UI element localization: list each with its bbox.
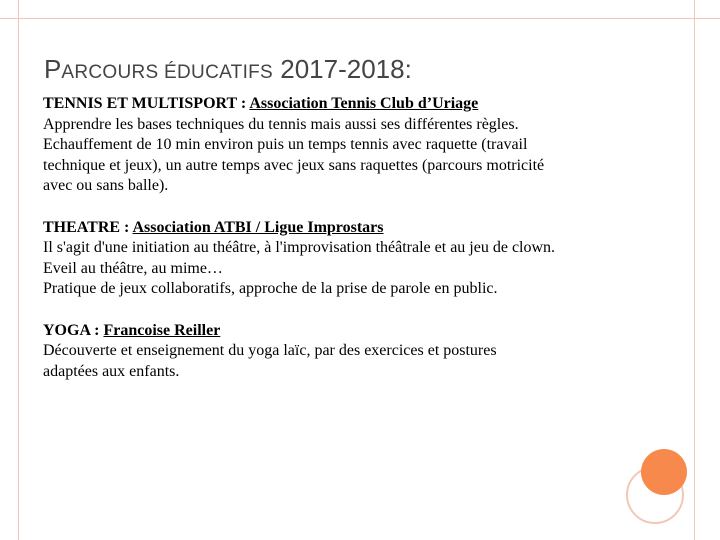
section-line: avec ou sans balle). <box>43 177 169 195</box>
section-header <box>43 218 683 239</box>
section-header <box>43 94 683 115</box>
frame-line-right <box>694 0 695 540</box>
section-activity: TENNIS ET MULTISPORT : <box>43 95 250 112</box>
decorative-circle-filled <box>641 449 687 495</box>
section-organization: Association ATBI / Ligue Improstars <box>132 218 384 236</box>
section-line: Il s'agit d'une initiation au théâtre, à l'improvisation théâtrale et au jeu de clown. <box>43 239 556 257</box>
slide-title <box>44 51 412 83</box>
section-yoga <box>43 321 683 383</box>
frame-line-left <box>18 0 19 540</box>
section-activity: THEATRE : <box>43 218 133 236</box>
section-line: Découverte et enseignement du yoga laïc, par des exercices et postures <box>43 342 497 360</box>
section-line: adaptées aux enfants. <box>43 362 180 380</box>
section-organization: Association Tennis Club d’Uriage <box>249 95 479 112</box>
section-activity: YOGA : <box>43 321 104 339</box>
section-tennis <box>43 94 683 197</box>
section-header <box>43 321 683 342</box>
title-word1-rest: ARCOURS <box>61 62 159 83</box>
section-organization: Francoise Reiller <box>103 321 221 339</box>
title-word2-initial: É <box>164 62 178 83</box>
slide-content <box>43 94 683 403</box>
title-word2-rest: DUCATIFS <box>177 62 274 83</box>
title-initial: P <box>44 54 62 84</box>
section-theatre <box>43 218 683 300</box>
section-line: Apprendre les bases techniques du tennis mais aussi ses différentes règles. <box>43 115 519 133</box>
section-line: technique et jeux), un autre temps avec jeux sans raquettes (parcours motricité <box>43 156 545 174</box>
section-line: Eveil au théâtre, au mime… <box>43 259 223 277</box>
frame-line-top <box>0 18 720 19</box>
section-line: Pratique de jeux collaboratifs, approche de la prise de parole en public. <box>43 280 498 298</box>
title-year: 2017-2018: <box>280 54 412 84</box>
section-line: Echauffement de 10 min environ puis un temps tennis avec raquette (travail <box>43 136 528 154</box>
